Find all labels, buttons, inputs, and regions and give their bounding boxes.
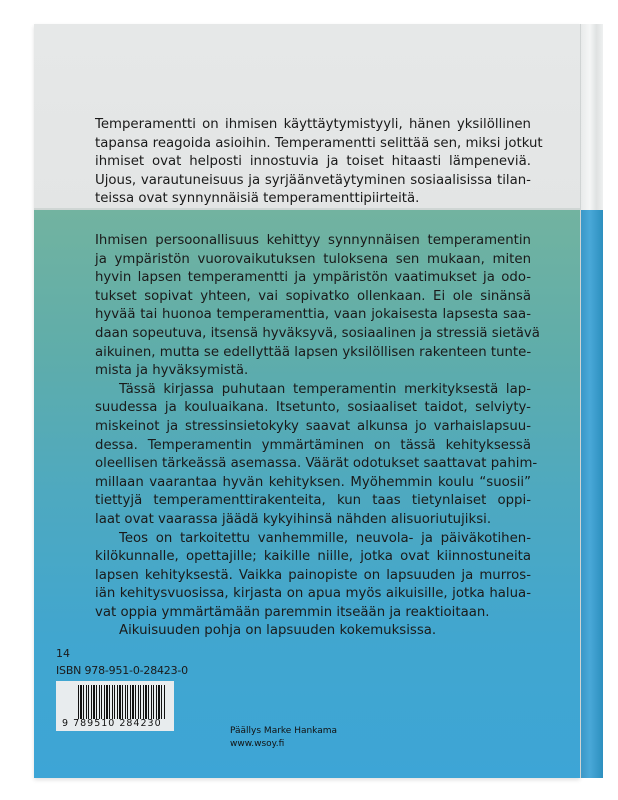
text-line: lapsen kehityksestä. Vaikka painopiste on lapsuuden ja murros- xyxy=(95,567,531,583)
credits xyxy=(230,725,337,751)
paragraph-3 xyxy=(95,530,531,623)
text-line: daan sopeutuva, itsensä hyväksyvä, sosiaalinen ja stressiä sietävä xyxy=(95,325,540,341)
text-line: iän kehitysvuosissa, kirjasta on apua myös aikuisille, jotka halua- xyxy=(95,586,531,602)
paragraph-2 xyxy=(95,381,538,530)
isbn: ISBN 978-951-0-28423-0 xyxy=(56,664,188,677)
text-line: Teos on tarkoitettu vanhemmille, neuvola- ja päiväkotihen- xyxy=(119,530,531,546)
text-line: tiettyjä temperamenttirakenteita, kun taas tietynlaiset oppi- xyxy=(95,493,531,509)
cover-designer: Päällys Marke Hankama xyxy=(230,726,338,736)
text-line: ja ympäristön vuorovaikutuksen tuloksena sen mukaan, miten xyxy=(95,251,531,267)
text-line: Ujous, varautuneisuus ja syrjäänvetäytyminen sosiaalisissa tilan- xyxy=(95,172,531,188)
intro-paragraph xyxy=(95,116,543,209)
text-line: mista ja hyväksymistä. xyxy=(95,363,249,379)
text-line: hyvin lapsen temperamentti ja ympäristön vaatimukset ja odo- xyxy=(95,270,531,286)
body-text xyxy=(95,232,540,641)
text-line: suudessa ja kouluaikana. Itsetunto, sosiaaliset taidot, selviyty- xyxy=(95,400,531,416)
text-line: laat ovat vaarassa jäädä kykyihinsä nähden alisuoriutujiksi. xyxy=(95,511,492,527)
text-line: kilökunnalle, opettajille; kaikille niille, jotka ovat kiinnostuneita xyxy=(95,549,531,565)
text-line: Tässä kirjassa puhutaan temperamentin merkityksestä lap- xyxy=(119,381,531,397)
text-line: Temperamentti on ihmisen käyttäytymistyyli, hänen yksilöllinen xyxy=(95,117,531,132)
publisher-website: www.wsoy.fi xyxy=(230,739,285,749)
text-line: millaan vaarantaa hyvän kehityksen. Myöhemmin koulu “suosii” xyxy=(95,474,531,490)
publication-info xyxy=(56,647,188,731)
text-line: aikuinen, mutta se edellyttää lapsen yksilöllisen rakenteen tunte- xyxy=(95,344,532,360)
barcode-bars-icon xyxy=(78,685,166,719)
text-line: oleellisen tärkeässä asemassa. Väärät odotukset saattavat pahim- xyxy=(95,456,538,472)
barcode-digits: 9 789510 284230 xyxy=(62,718,162,729)
text-line: teissa ovat synnynnäisiä temperamenttipiirteitä. xyxy=(95,191,420,207)
price-code: 14 xyxy=(56,647,70,660)
paragraph-1 xyxy=(95,232,540,381)
text-line: miskeinot ja stressinsietokyky saavat alkunsa jo varhaislapsuu- xyxy=(95,418,531,434)
paragraph-4 xyxy=(95,622,531,641)
text-line: vat oppia ymmärtämään paremmin itseään ja reaktioitaan. xyxy=(95,604,490,620)
text-line: tapansa reagoida asioihin. Temperamentti selittää sen, miksi jotkut xyxy=(95,135,543,151)
book-spine xyxy=(580,24,603,778)
text-line: ihmiset ovat helposti innostuvia ja toiset hitaasti lämpeneviä. xyxy=(95,154,531,170)
barcode xyxy=(56,681,174,731)
text-line: Ihmisen persoonallisuus kehittyy synnynnäisen temperamentin xyxy=(95,233,531,248)
text-line: tukset sopivat yhteen, vai sopivatko ollenkaan. Ei ole sinänsä xyxy=(95,288,531,304)
text-line: dessa. Temperamentin ymmärtäminen on tässä kehityksessä xyxy=(95,437,531,453)
spine-colored-section xyxy=(581,210,603,778)
text-line: Aikuisuuden pohja on lapsuuden kokemuksissa. xyxy=(119,623,437,639)
text-line: hyvää tai huonoa temperamenttia, vaan jokaisesta lapsesta saa- xyxy=(95,307,531,323)
